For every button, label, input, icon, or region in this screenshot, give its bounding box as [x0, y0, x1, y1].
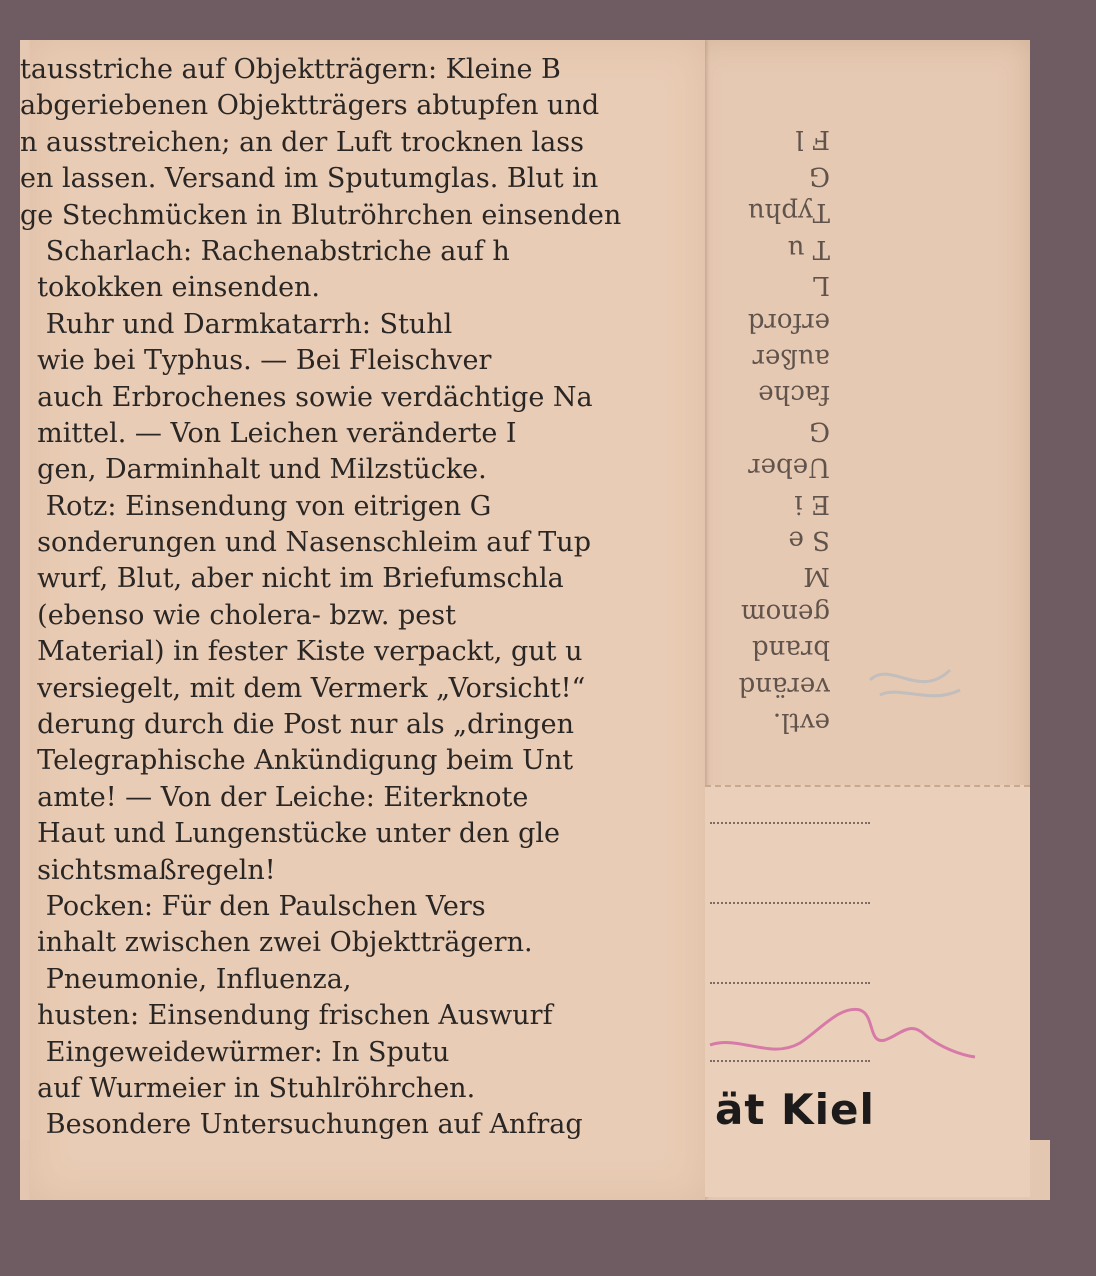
- text-line: sichtsmaßregeln!: [20, 854, 276, 886]
- text-line: Haut und Lungenstücke unter den gle: [20, 818, 560, 850]
- mirrored-bleed-through-text: [730, 40, 830, 740]
- text-line: mittel. — Von Leichen veränderte I: [20, 417, 517, 449]
- mirrored-text-line: L: [812, 270, 830, 301]
- text-line: Material) in fester Kiste verpackt, gut u: [20, 636, 583, 668]
- text-line: tausstriche auf Objektträgern: Kleine B: [20, 54, 561, 85]
- text-line: en lassen. Versand im Sputumglas. Blut in: [20, 163, 599, 195]
- mirrored-text-line: F l: [795, 124, 830, 155]
- text-line: wie bei Typhus. — Bei Fleischver: [20, 345, 492, 377]
- mirrored-text-line: E i: [794, 488, 830, 519]
- mirrored-text-line: veränd: [738, 670, 830, 701]
- text-line: gen, Darminhalt und Milzstücke.: [20, 454, 487, 486]
- clipping-text-block: [20, 52, 705, 1142]
- text-line: derung durch die Post nur als „dringen: [20, 709, 575, 741]
- mirrored-text-line: brand: [752, 634, 830, 665]
- mirrored-text-line: erford: [747, 306, 830, 337]
- text-line: inhalt zwischen zwei Objektträgern.: [20, 927, 533, 959]
- dotted-line: [710, 982, 870, 984]
- mirrored-text-line: außer: [752, 342, 830, 373]
- text-line: Telegraphische Ankündigung beim Unt: [20, 745, 574, 777]
- text-line: tokokken einsenden.: [20, 272, 321, 304]
- text-line: Pocken: Für den Paulschen Vers: [20, 890, 486, 922]
- text-line: Pneumonie, Influenza,: [20, 963, 352, 995]
- text-line: (ebenso wie cholera- bzw. pest: [20, 599, 456, 631]
- mirrored-text-line: evtl.: [772, 707, 830, 737]
- faint-blue-stamp: [860, 640, 980, 720]
- pink-pencil-mark: [700, 985, 980, 1075]
- stamp-text: ät Kiel: [715, 1085, 875, 1134]
- mirrored-text-line: Typhu: [747, 197, 830, 228]
- mirrored-text-line: G: [809, 415, 830, 446]
- text-line: amte! — Von der Leiche: Eiterknote: [20, 781, 529, 813]
- text-line: auch Erbrochenes sowie verdächtige Na: [20, 381, 593, 413]
- mirrored-text-line: fache: [758, 379, 830, 410]
- mirrored-text-line: Ueber: [748, 452, 830, 483]
- mirrored-text-line: M: [803, 561, 830, 592]
- text-line: husten: Einsendung frischen Auswurf: [20, 1000, 553, 1032]
- mirrored-text-line: T u: [787, 233, 830, 264]
- dotted-line: [710, 822, 870, 824]
- dotted-line: [710, 902, 870, 904]
- text-line: Besondere Untersuchungen auf Anfrag: [20, 1109, 583, 1141]
- mirrored-text-line: S e: [788, 524, 830, 555]
- text-line: n ausstreichen; an der Luft trocknen lass: [20, 126, 584, 158]
- text-line: Rotz: Einsendung von eitrigen G: [20, 490, 492, 522]
- text-line: abgeriebenen Objektträgers abtupfen und: [20, 90, 600, 122]
- text-line: wurf, Blut, aber nicht im Briefumschla: [20, 563, 564, 595]
- mirrored-text-line: genom: [740, 597, 830, 628]
- mirrored-text-line: G: [809, 160, 830, 191]
- text-line: Ruhr und Darmkatarrh: Stuhl: [20, 308, 453, 340]
- text-line: Eingeweidewürmer: In Sputu: [20, 1036, 450, 1068]
- text-line: Scharlach: Rachenabstriche auf h: [20, 235, 510, 267]
- text-line: ge Stechmücken in Blutröhrchen einsenden: [20, 199, 622, 231]
- text-line: sonderungen und Nasenschleim auf Tup: [20, 527, 591, 559]
- text-line: versiegelt, mit dem Vermerk „Vorsicht!“: [20, 672, 586, 704]
- text-line: auf Wurmeier in Stuhlröhrchen.: [20, 1072, 476, 1104]
